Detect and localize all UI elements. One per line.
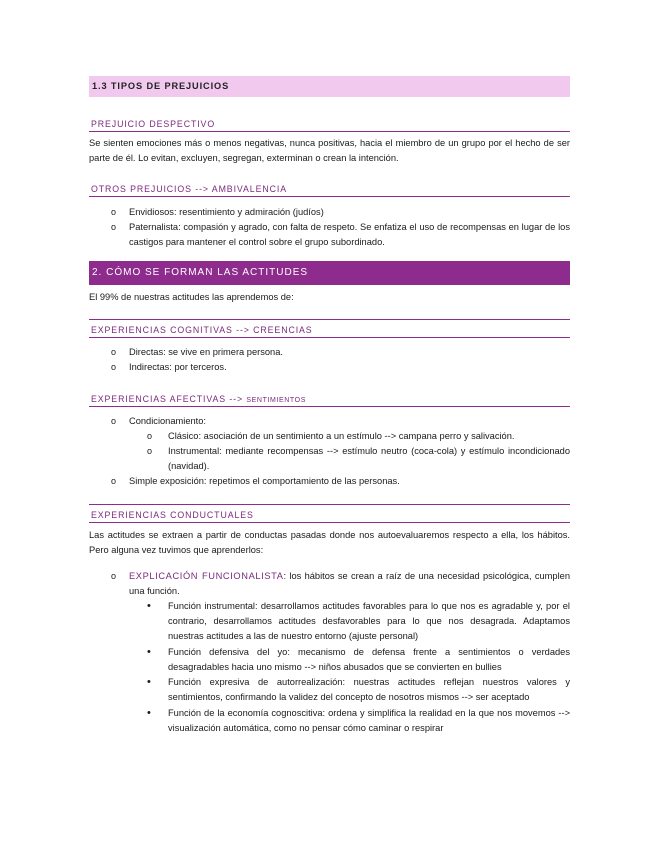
list-bullet <box>111 345 116 360</box>
list-bullet <box>147 645 151 660</box>
list-bullet <box>111 414 116 429</box>
funcionalista-text: : los hábitos se crean a raíz de una necesidad psicológica, cumplen una función. <box>129 571 570 596</box>
heading-afectivas-small: SENTIMIENTOS <box>246 397 306 404</box>
list-bullet <box>147 675 151 690</box>
list-item-indirectas: Indirectas: por terceros. <box>129 362 227 372</box>
list-bullet <box>111 220 116 235</box>
list-bullet <box>147 599 151 614</box>
list-bullet <box>111 360 116 375</box>
list-item-clasico: Clásico: asociación de un sentimiento a un estímulo --> campana perro y salivación. <box>168 431 515 441</box>
paragraph-prejuicio-despectivo: Se sienten emociones más o menos negativas, nunca positivas, hacia el miembro de un grupo por el hecho de ser parte de él. Lo evitan, excluyen, segregan, exterminan o crean la intención. <box>89 138 570 163</box>
list-bullet <box>147 706 151 721</box>
heading-experiencias-afectivas <box>89 393 570 407</box>
paragraph-conductuales: Las actitudes se extraen a partir de conductas pasadas donde nos autoevaluaremos respecto a ella, los hábitos. Pero alguna vez tuvimos que aprenderlos: <box>89 530 570 555</box>
list-item-directas: Directas: se vive en primera persona. <box>129 347 283 357</box>
heading-experiencias-cognitivas: EXPERIENCIAS COGNITIVAS --> CREENCIAS <box>89 324 570 338</box>
list-bullet <box>111 205 116 220</box>
list-item-funcion-instrumental: Función instrumental: desarrollamos actitudes favorables para lo que nos es agradable y, por el contrario, desarrollamos actitudes desfavorables para lo que nos desagrada. Adaptamos nuestras actitudes a las de nuestro entorno (ajuste personal) <box>168 601 570 641</box>
list-bullet <box>111 569 116 584</box>
list-item-funcion-defensiva: Función defensiva del yo: mecanismo de defensa frente a sentimientos o verdades desagradables hacia uno mismo --> niños abusados que se convierten en bullies <box>168 647 570 672</box>
list-bullet <box>147 429 152 444</box>
heading-experiencias-conductuales: EXPERIENCIAS CONDUCTUALES <box>89 509 570 523</box>
divider <box>89 504 570 505</box>
list-item-funcion-expresiva: Función expresiva de autorrealización: nuestras actitudes reflejan nuestros valores y sentimientos, confirmando la validez del concepto de nosotros mismos --> ser aceptado <box>168 677 570 702</box>
divider <box>89 319 570 320</box>
list-item-paternalista: Paternalista: compasión y agrado, con falta de respeto. Se enfatiza el uso de recompensas en lugar de los castigos para mantener el control sobre el grupo subordinado. <box>129 222 570 247</box>
heading-otros-prejuicios: OTROS PREJUICIOS --> AMBIVALENCIA <box>89 183 570 197</box>
list-item-funcion-economia: Función de la economía cognoscitiva: ordena y simplifica la realidad en la que nos movemos --> visualización automática, como no pensar cómo caminar o respirar <box>168 708 570 733</box>
list-item-envidiosos: Envidiosos: resentimiento y admiración (judíos) <box>129 207 324 217</box>
funcionalista-label: EXPLICACIÓN FUNCIONALISTA <box>129 571 284 581</box>
heading-prejuicio-despectivo: PREJUICIO DESPECTIVO <box>89 118 570 132</box>
paragraph-intro: El 99% de nuestras actitudes las aprendemos de: <box>89 292 294 302</box>
list-item-simple-exposicion: Simple exposición: repetimos el comportamiento de las personas. <box>129 476 400 486</box>
section-heading-como-se-forman: 2. CÓMO SE FORMAN LAS ACTITUDES <box>89 261 570 285</box>
list-bullet <box>147 444 152 459</box>
heading-afectivas-main: EXPERIENCIAS AFECTIVAS --> <box>91 394 247 404</box>
list-item-condicionamiento: Condicionamiento: <box>129 416 207 426</box>
section-heading-tipos-prejuicios: 1.3 TIPOS DE PREJUICIOS <box>89 76 570 97</box>
list-item-instrumental: Instrumental: mediante recompensas --> estímulo neutro (coca-cola) y estímulo incondicionado (navidad). <box>168 446 570 471</box>
list-bullet <box>111 474 116 489</box>
list-item-explicacion-funcionalista <box>129 569 570 599</box>
